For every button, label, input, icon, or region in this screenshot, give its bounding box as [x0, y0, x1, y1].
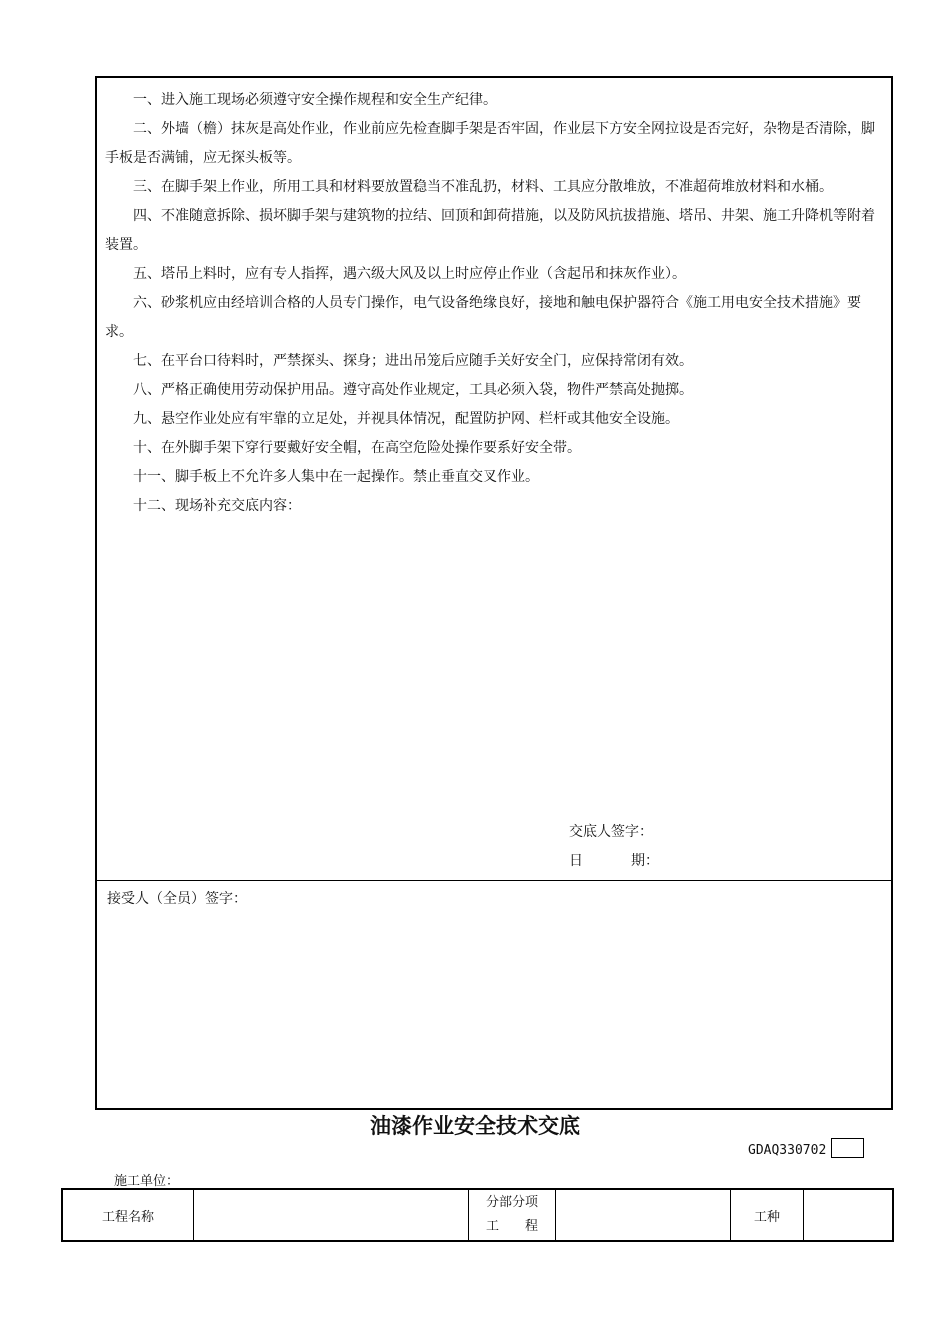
- rule-item: 九、悬空作业处应有牢靠的立足处，并视具体情况，配置防护网、栏杆或其他安全设施。: [133, 411, 679, 427]
- receiver-signature-label: 接受人（全员）签字：: [107, 891, 247, 907]
- sub-project-label: [469, 1189, 556, 1241]
- rule-item: 二、外墙（檐）抹灰是高处作业，作业前应先检查脚手架是否牢固，作业层下方安全网拉设是否完好，杂物是否清除，脚手板是否满铺，应无探头板等。: [105, 121, 875, 166]
- page-title: 油漆作业安全技术交底: [370, 1114, 580, 1138]
- code-box: [831, 1138, 864, 1158]
- trade-label: 工种: [731, 1189, 804, 1241]
- rule-item: 十、在外脚手架下穿行要戴好安全帽，在高空危险处操作要系好安全带。: [133, 440, 581, 456]
- rules-list: [105, 86, 887, 521]
- form-code: GDAQ330702: [748, 1143, 827, 1158]
- rule-item: 一、进入施工现场必须遵守安全操作规程和安全生产纪律。: [133, 92, 497, 108]
- date-label-a: 日: [569, 853, 583, 869]
- construction-unit-label: 施工单位：: [114, 1174, 180, 1189]
- rule-item: 三、在脚手架上作业，所用工具和材料要放置稳当不准乱扔，材料、工具应分散堆放，不准超荷堆放材料和水桶。: [133, 179, 833, 195]
- date-label: [569, 850, 659, 870]
- rule-item: 四、不准随意拆除、损坏脚手架与建筑物的拉结、回顶和卸荷措施，以及防风抗拔措施、塔吊、井架、施工升降机等附着装置。: [105, 208, 875, 253]
- rule-item: 八、严格正确使用劳动保护用品。遵守高处作业规定，工具必须入袋，物件严禁高处抛掷。: [133, 382, 693, 398]
- disclosure-frame: [95, 76, 893, 1110]
- trade-value: [804, 1189, 894, 1241]
- sub-project-label-2: 工 程: [485, 1219, 538, 1234]
- sub-project-value: [556, 1189, 731, 1241]
- rule-item: 十一、脚手板上不允许多人集中在一起操作。禁止垂直交叉作业。: [133, 469, 539, 485]
- rule-item: 六、砂浆机应由经培训合格的人员专门操作，电气设备绝缘良好，接地和触电保护器符合《施工用电安全技术措施》要求。: [105, 295, 861, 340]
- rule-item: 七、在平台口待料时，严禁探头、探身；进出吊笼后应随手关好安全门，应保持常闭有效。: [133, 353, 693, 369]
- section-divider: [97, 880, 891, 881]
- rule-item: 五、塔吊上料时，应有专人指挥，遇六级大风及以上时应停止作业（含起吊和抹灰作业）。: [133, 266, 686, 282]
- project-name-value: [194, 1189, 469, 1241]
- rule-item: 十二、现场补充交底内容：: [133, 498, 301, 514]
- discloser-signature-label: 交底人签字：: [569, 824, 653, 840]
- date-label-b: 期：: [631, 853, 659, 869]
- sub-project-label-1: 分部分项: [485, 1195, 538, 1210]
- project-name-label: 工程名称: [62, 1189, 194, 1241]
- project-info-table: [61, 1188, 894, 1242]
